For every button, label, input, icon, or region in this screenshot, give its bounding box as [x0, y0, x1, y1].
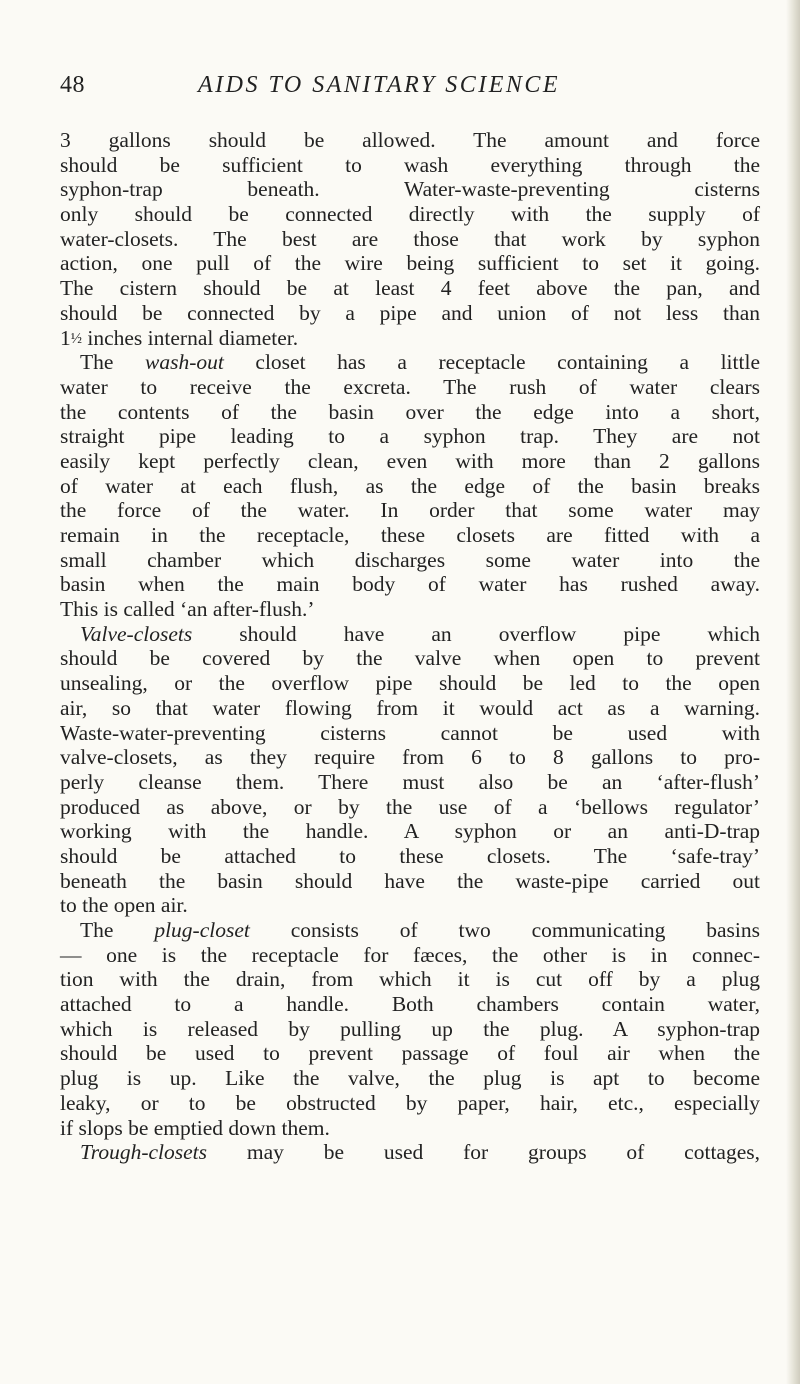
text-segment: which is released by pulling up the plug. A syphon-trap: [60, 1016, 760, 1041]
text-line: [60, 1066, 760, 1091]
text-segment: unsealing, or the overflow pipe should be led to the open: [60, 671, 760, 696]
text-segment: the contents of the basin over the edge into a short,: [60, 399, 760, 424]
text-line: [60, 671, 760, 696]
text-segment: working with the handle. A syphon or an anti-D-trap: [60, 819, 760, 844]
text-segment: should have an overflow pipe which: [192, 621, 760, 646]
text-segment: straight pipe leading to a syphon trap. They are not: [60, 424, 760, 449]
text-segment: The: [80, 350, 145, 375]
text-segment: The cistern should be at least 4 feet above the pan, and: [60, 276, 760, 301]
text-segment: Waste-water-preventing cisterns cannot be used with: [60, 720, 760, 745]
text-segment: syphon-trap beneath. Water-waste-preventing cisterns: [60, 177, 760, 202]
text-segment: produced as above, or by the use of a ‘bellows regulator’: [60, 794, 760, 819]
text-line: [60, 893, 760, 918]
text-line: [60, 202, 760, 227]
text-line: [60, 745, 760, 770]
text-line: [60, 795, 760, 820]
text-line: [60, 449, 760, 474]
italic-term: plug-closet: [154, 918, 250, 942]
text-line: [60, 869, 760, 894]
text-segment: the force of the water. In order that some water may: [60, 498, 760, 523]
body-text: [60, 128, 760, 1165]
text-line: [60, 572, 760, 597]
page-number: 48: [60, 72, 85, 98]
text-line: [60, 943, 760, 968]
text-line: [60, 326, 760, 351]
text-segment: if slops be emptied down them.: [60, 1115, 330, 1140]
text-segment: plug is up. Like the valve, the plug is apt to become: [60, 1066, 760, 1091]
text-segment: should be covered by the valve when open to prevent: [60, 646, 760, 671]
text-line: [60, 770, 760, 795]
text-segment: to the open air.: [60, 893, 188, 918]
text-line: [60, 128, 760, 153]
text-line: [60, 918, 760, 943]
text-line: [60, 474, 760, 499]
text-line: [60, 424, 760, 449]
text-segment: small chamber which discharges some water into the: [60, 547, 760, 572]
text-line: [60, 548, 760, 573]
text-line: [60, 498, 760, 523]
text-segment: attached to a handle. Both chambers contain water,: [60, 992, 760, 1017]
italic-term: wash-out: [145, 350, 224, 375]
running-title: AIDS TO SANITARY SCIENCE: [198, 72, 561, 98]
text-line: [60, 1017, 760, 1042]
text-segment: — one is the receptacle for fæces, the other is in connec-: [60, 942, 760, 967]
text-segment: remain in the receptacle, these closets are fitted with a: [60, 523, 760, 547]
text-line: [60, 400, 760, 425]
text-segment: of water at each flush, as the edge of the basin breaks: [60, 473, 760, 498]
text-segment: 3 gallons should be allowed. The amount and force: [60, 128, 760, 152]
text-line: [60, 276, 760, 301]
text-segment: water-closets. The best are those that work by syphon: [60, 226, 760, 251]
text-line: [60, 177, 760, 202]
text-segment: 1: [60, 325, 71, 350]
text-line: [60, 375, 760, 400]
text-segment: may be used for groups of cottages,: [207, 1140, 760, 1165]
text-line: [60, 523, 760, 548]
text-segment: should be sufficient to wash everything through the: [60, 152, 760, 177]
text-segment: air, so that water flowing from it would act as a warning.: [60, 695, 760, 720]
text-segment: The: [80, 918, 155, 942]
text-segment: closet has a receptacle containing a little: [223, 350, 760, 375]
text-line: [60, 153, 760, 178]
text-line: [60, 350, 760, 375]
text-segment: This is called ‘an after-flush.’: [60, 597, 315, 622]
text-line: [60, 227, 760, 252]
text-line: [60, 622, 760, 647]
text-line: [60, 819, 760, 844]
italic-term: Valve-closets: [80, 621, 193, 646]
text-line: [60, 721, 760, 746]
text-segment: leaky, or to be obstructed by paper, hair, etc., especially: [60, 1090, 760, 1115]
text-line: [60, 1140, 760, 1165]
text-segment: beneath the basin should have the waste-pipe carried out: [60, 868, 760, 893]
text-line: [60, 1091, 760, 1116]
text-segment: should be attached to these closets. The ‘safe-tray’: [60, 843, 760, 868]
text-segment: action, one pull of the wire being sufficient to set it going.: [60, 251, 760, 276]
text-segment: water to receive the excreta. The rush of water clears: [60, 374, 760, 399]
text-line: [60, 646, 760, 671]
text-segment: inches internal diameter.: [82, 325, 299, 350]
text-line: [60, 967, 760, 992]
page-edge-shadow: [786, 0, 800, 1384]
text-line: [60, 301, 760, 326]
text-segment: should be used to prevent passage of foul air when the: [60, 1041, 760, 1066]
fraction: ½: [70, 330, 82, 347]
text-segment: only should be connected directly with the supply of: [60, 202, 760, 227]
text-line: [60, 597, 760, 622]
text-line: [60, 696, 760, 721]
text-segment: easily kept perfectly clean, even with more than 2 gallons: [60, 448, 760, 473]
text-line: [60, 1116, 760, 1141]
page-header: [60, 72, 760, 106]
text-segment: valve-closets, as they require from 6 to 8 gallons to pro-: [60, 745, 760, 770]
text-segment: consists of two communicating basins: [249, 918, 760, 942]
italic-term: Trough-closets: [80, 1140, 208, 1165]
text-segment: tion with the drain, from which it is cut off by a plug: [60, 967, 760, 992]
text-line: [60, 251, 760, 276]
text-segment: basin when the main body of water has rushed away.: [60, 572, 760, 597]
text-line: [60, 844, 760, 869]
text-line: [60, 1041, 760, 1066]
text-segment: should be connected by a pipe and union of not less than: [60, 300, 760, 325]
text-segment: perly cleanse them. There must also be an ‘after-flush’: [60, 769, 760, 794]
text-line: [60, 992, 760, 1017]
